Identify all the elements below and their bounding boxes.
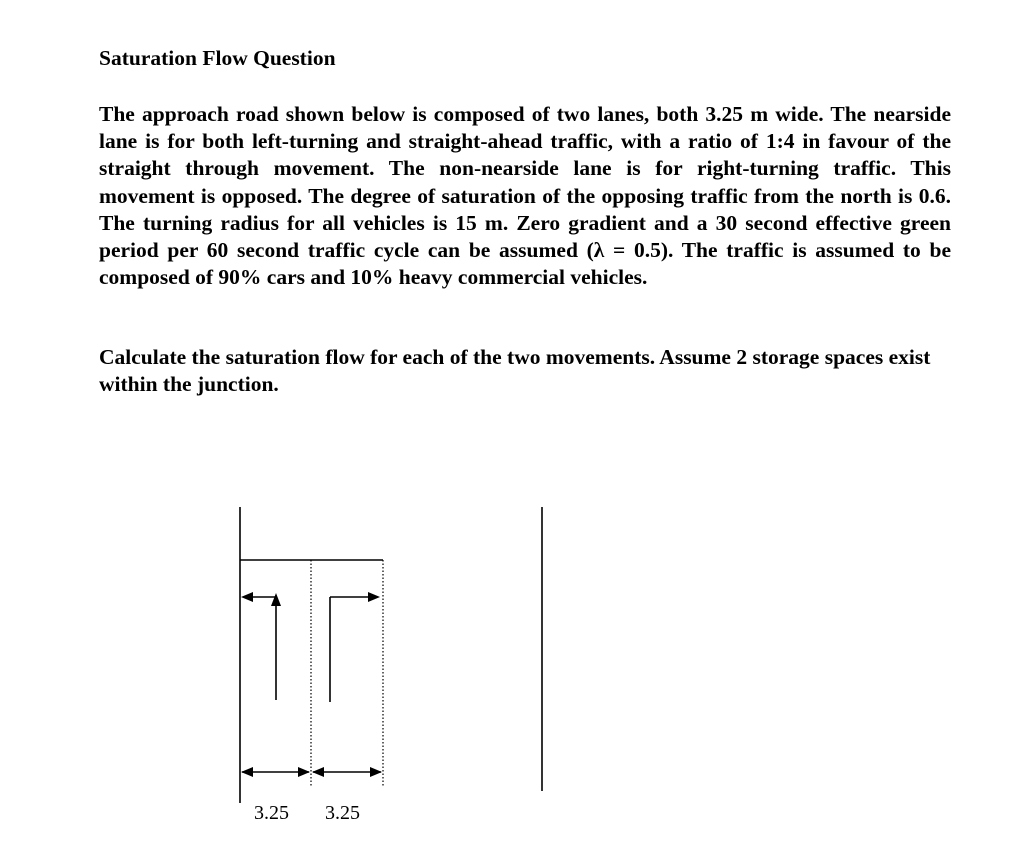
nearside-lane-width-label: 3.25: [254, 802, 289, 824]
nearside-lane-dimension-line: [241, 767, 310, 777]
document-title: Saturation Flow Question: [99, 46, 336, 70]
problem-description-paragraph: The approach road shown below is composed of two lanes, both 3.25 m wide. The nearside lane is for both left-turning and straight-ahead traffic, with a ratio of 1:4 in favour of the straight through movement. The non-nearside lane is for right-turning traffic. This movement is opposed. The degree of saturation of the opposing traffic from the north is 0.6. The turning radius for all vehicles is 15 m. Zero gradient and a 30 second effective green period per 60 second traffic cycle can be assumed (λ = 0.5). The traffic is assumed to be composed of 90% cars and 10% heavy commercial vehicles.: [99, 102, 951, 290]
offside-lane-dimension-line: [312, 767, 382, 777]
task-instruction-paragraph: Calculate the saturation flow for each of the two movements. Assume 2 storage spaces exist within the junction.: [99, 345, 931, 397]
offside-lane-width-label: 3.25: [325, 802, 360, 824]
nearside-lane-arrow-icon: [241, 592, 281, 700]
offside-lane-right-turn-arrow-icon: [330, 592, 380, 702]
